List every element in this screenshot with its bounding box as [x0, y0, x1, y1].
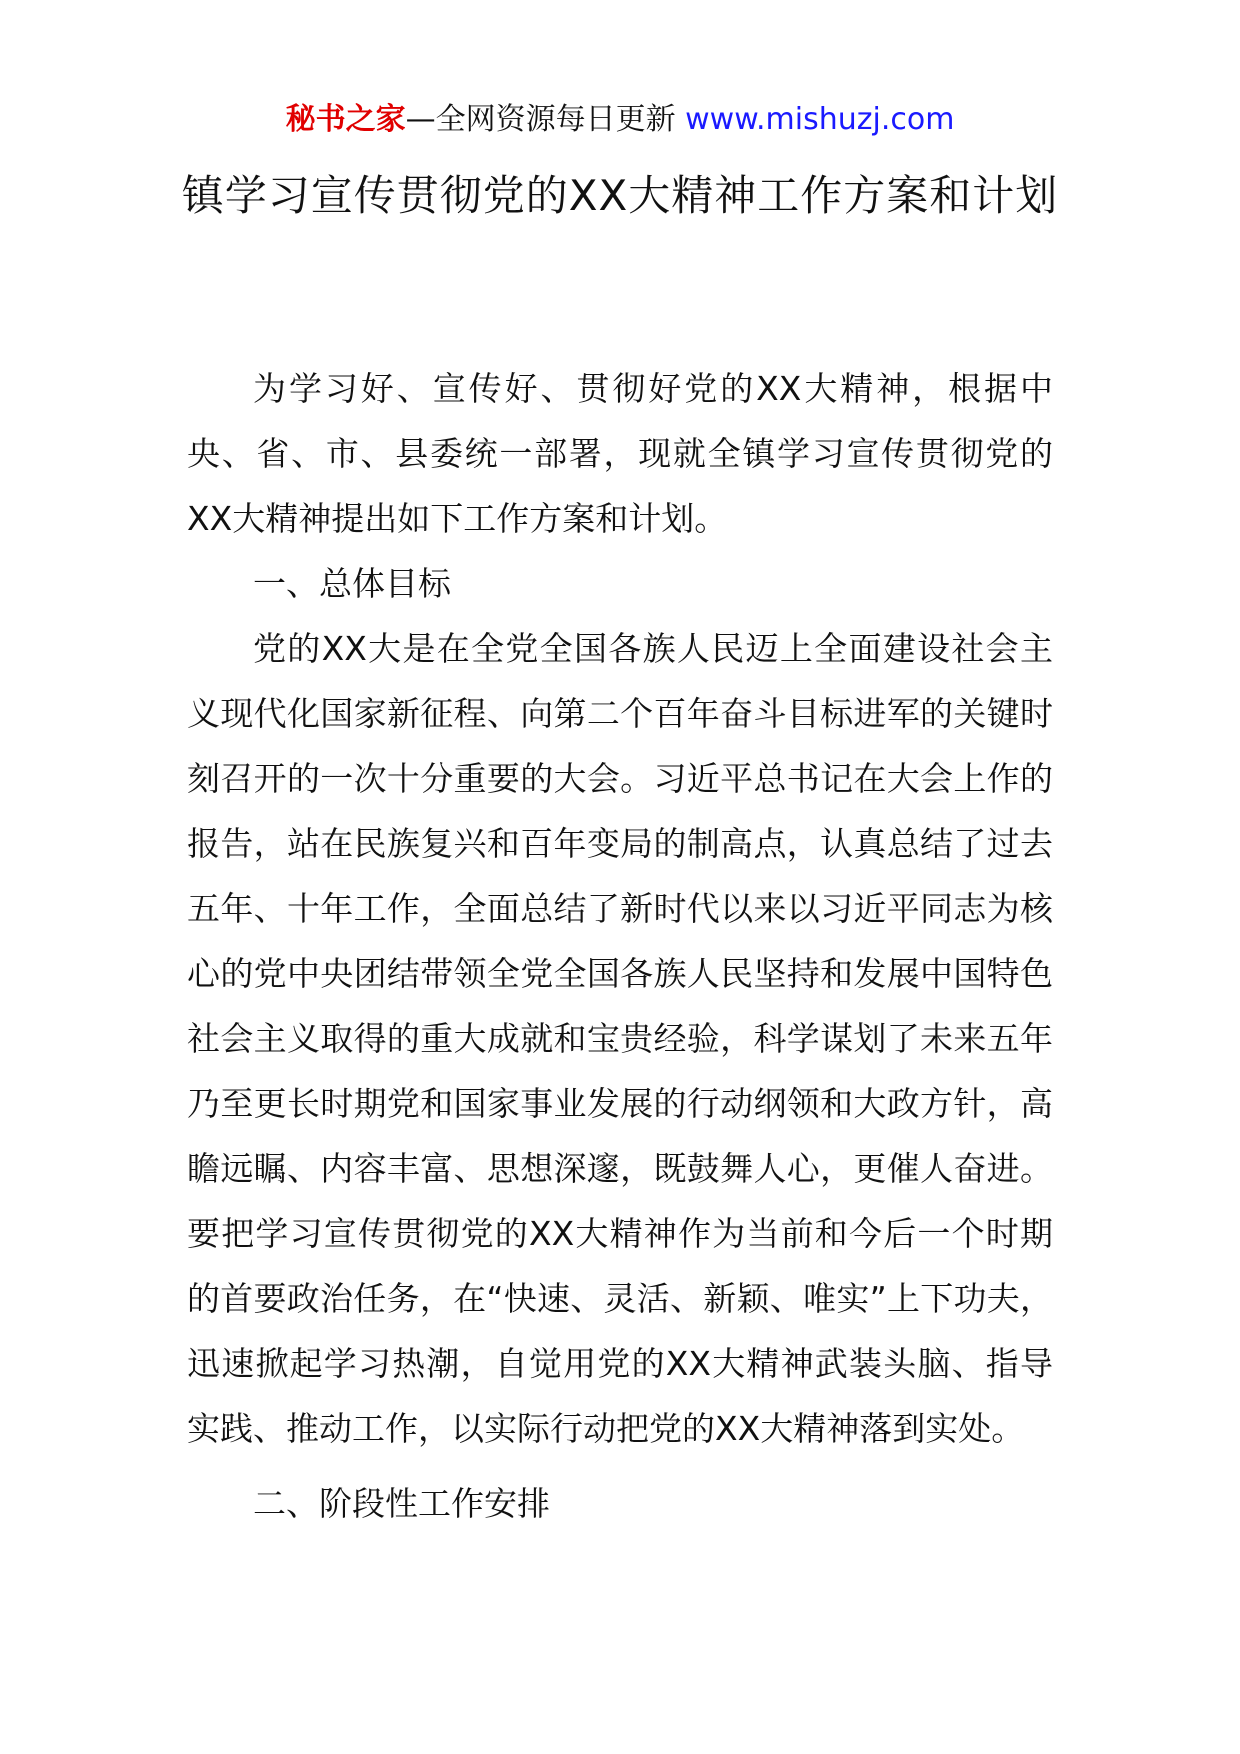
body-paragraph: 党的XX大是在全党全国各族人民迈上全面建设社会主义现代化国家新征程、向第二个百年奋斗目标进军的关键时刻召开的一次十分重要的大会。习近平总书记在大会上作的报告，站在民族复兴和百年变局的制高点，认真总结了过去五年、十年工作，全面总结了新时代以来以习近平同志为核心的党中央团结带领全党全国各族人民坚持和发展中国特色社会主义取得的重大成就和宝贵经验，科学谋划了未来五年乃至更长时期党和国家事业发展的行动纲领和大政方针，高瞻远瞩、内容丰富、思想深邃，既鼓舞人心，更催人奋进。要把学习宣传贯彻党的XX大精神作为当前和今后一个时期的首要政治任务，在“快速、灵活、新颖、唯实”上下功夫，迅速掀起学习热潮，自觉用党的XX大精神武装头脑、指导实践、推动工作，以实际行动把党的XX大精神落到实处。: [187, 629, 1053, 1448]
intro-paragraph: 为学习好、宣传好、贯彻好党的XX大精神，根据中央、省、市、县委统一部署，现就全镇学习宣传贯彻党的XX大精神提出如下工作方案和计划。: [187, 369, 1053, 538]
site-header: [0, 100, 1240, 140]
site-brand: 秘书之家: [285, 102, 406, 137]
site-tagline: —全网资源每日更新: [405, 102, 686, 137]
section-heading-2: 二、阶段性工作安排: [253, 1484, 550, 1523]
document-title: 镇学习宣传贯彻党的XX大精神工作方案和计划: [181, 171, 1059, 220]
site-url-link[interactable]: www.mishuzj.com: [685, 102, 955, 137]
document-body: [187, 356, 1053, 1536]
section-heading-1: 一、总体目标: [253, 564, 451, 603]
